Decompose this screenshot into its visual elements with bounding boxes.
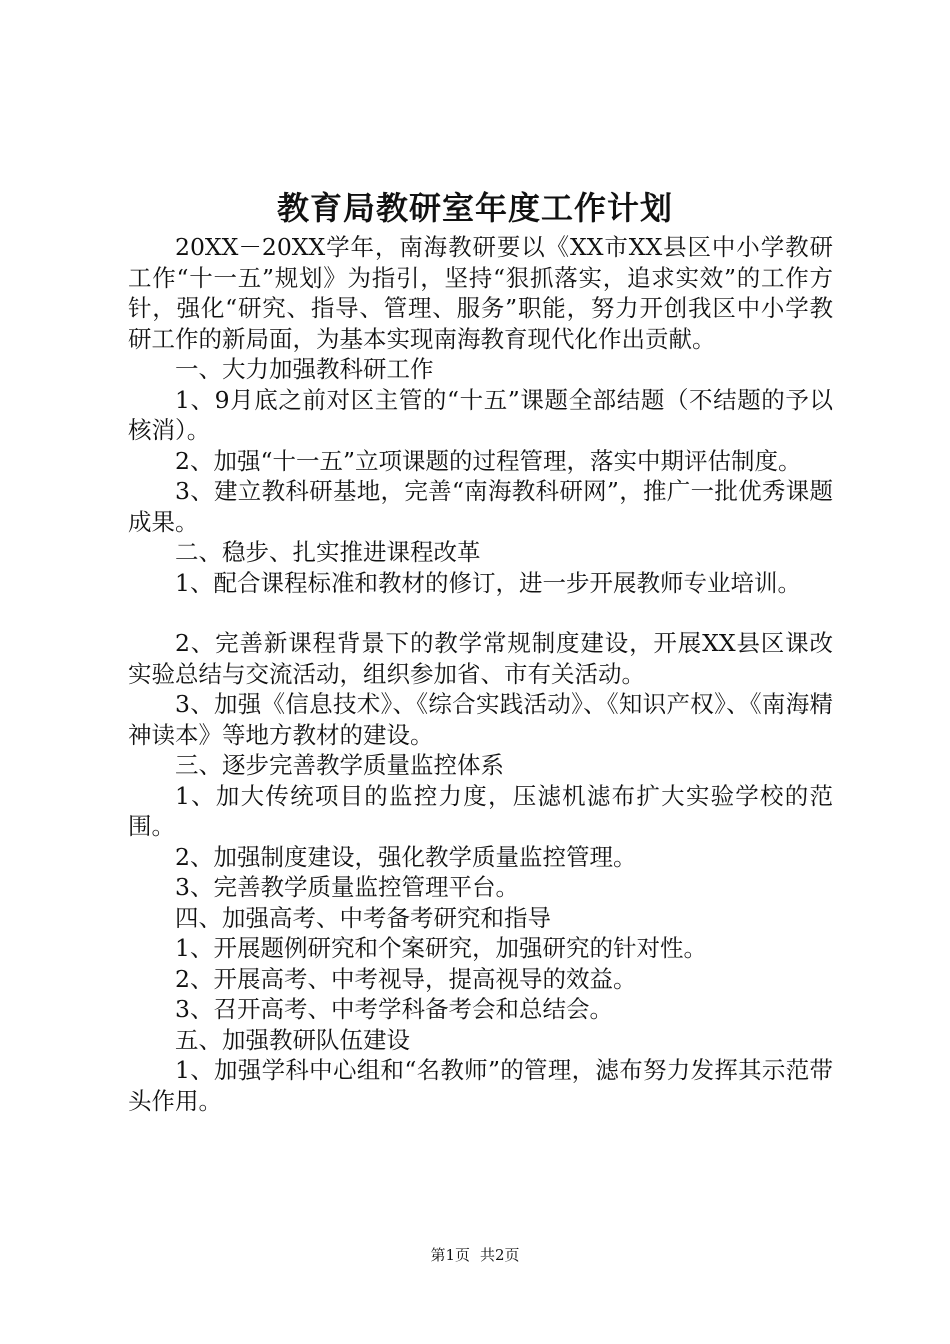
- list-item: 3、建立教科研基地，完善“南海教科研网”，推广一批优秀课题成果。: [128, 477, 833, 536]
- list-item: 1、加强学科中心组和“名教师”的管理，滤布努力发挥其示范带头作用。: [128, 1056, 833, 1115]
- list-item: 3、完善教学质量监控管理平台。: [175, 873, 519, 901]
- page-total: 共2页: [480, 1246, 520, 1264]
- section-heading: 三、逐步完善教学质量监控体系: [175, 751, 504, 779]
- list-item: 2、加强“十一五”立项课题的过程管理，落实中期评估制度。: [175, 446, 802, 475]
- list-item: 2、开展高考、中考视导，提高视导的效益。: [175, 964, 637, 993]
- page-footer: [0, 1244, 950, 1266]
- list-item: 3、召开高考、中考学科备考会和总结会。: [175, 995, 613, 1023]
- section-heading: 四、加强高考、中考备考研究和指导: [175, 903, 551, 932]
- list-item: 3、加强《信息技术》、《综合实践活动》、《知识产权》、《南海精神读本》等地方教材的建设。: [128, 690, 833, 749]
- section-heading: 一、大力加强教科研工作: [175, 355, 434, 383]
- list-item: 1、开展题例研究和个案研究，加强研究的针对性。: [175, 934, 707, 962]
- document-body: [128, 232, 833, 1116]
- list-item: 1、加大传统项目的监控力度，压滤机滤布扩大实验学校的范围。: [128, 781, 833, 840]
- document-title: 教育局教研室年度工作计划: [276, 189, 673, 227]
- page-number: 第1页: [430, 1246, 470, 1264]
- intro-paragraph: 20XX－20XX学年，南海教研要以《XX市XX县区中小学教研工作“十一五”规划》为指引，坚持“狠抓落实，追求实效”的工作方针，强化“研究、指导、管理、服务”职能，努力开创我区中小学教研工作的新局面，为基本实现南海教育现代化作出贡献。: [128, 233, 833, 353]
- list-item: 1、配合课程标准和教材的修订，进一步开展教师专业培训。: [175, 568, 801, 597]
- list-item: 2、完善新课程背景下的教学常规制度建设，开展XX县区课改实验总结与交流活动，组织参加省、市有关活动。: [128, 629, 833, 688]
- list-item: 1、9月底之前对区主管的“十五”课题全部结题（不结题的予以核消）。: [128, 385, 833, 444]
- list-item: 2、加强制度建设，强化教学质量监控管理。: [175, 842, 637, 871]
- section-heading: 二、稳步、扎实推进课程改革: [175, 538, 481, 566]
- section-heading: 五、加强教研队伍建设: [175, 1025, 410, 1054]
